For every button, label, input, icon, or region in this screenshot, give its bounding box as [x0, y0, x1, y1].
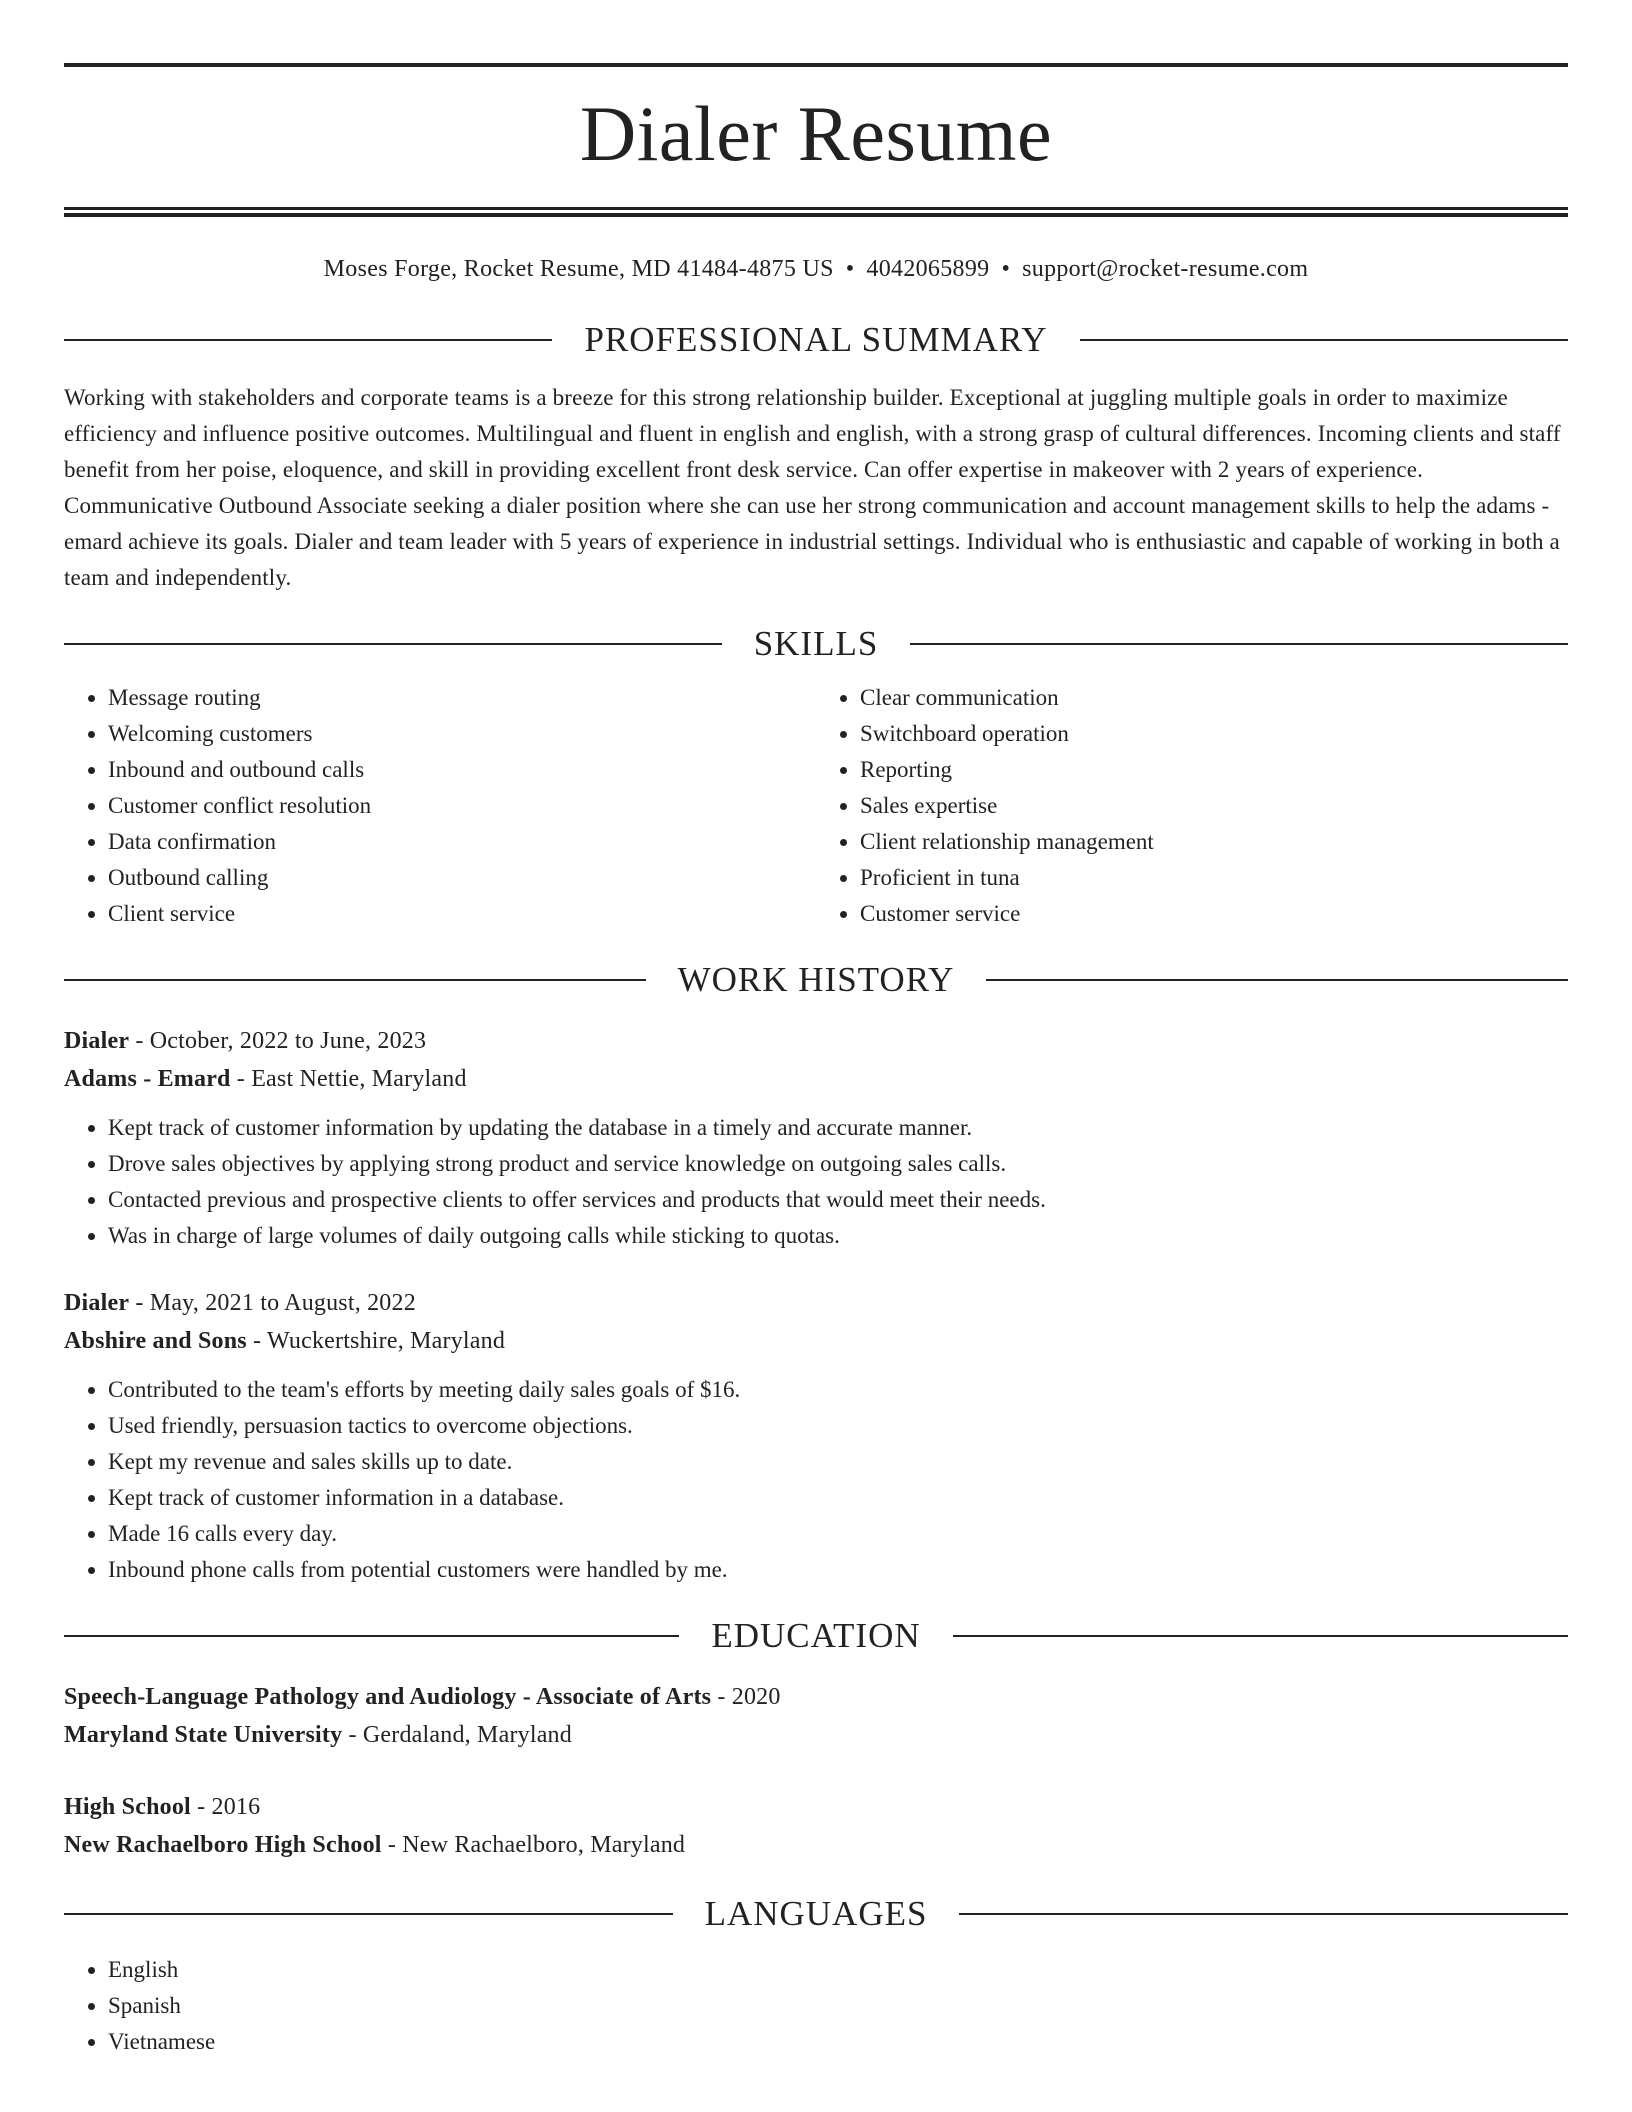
school-line — [64, 1826, 1568, 1864]
skill-item: • Welcoming customers — [108, 716, 816, 752]
job-bullet: • Drove sales objectives by applying strong product and service knowledge on outgoing sales calls. — [108, 1146, 1568, 1182]
skill-item: • Switchboard operation — [860, 716, 1568, 752]
job-bullet: • Kept track of customer information in a database. — [108, 1480, 1568, 1516]
skill-item: • Reporting — [860, 752, 1568, 788]
work-entry — [64, 1022, 1568, 1254]
contact-address: Moses Forge, Rocket Resume, MD 41484-4875 US — [323, 256, 834, 282]
job-bullet: • Contacted previous and prospective clients to offer services and products that would meet their needs. — [108, 1182, 1568, 1218]
job-title: Dialer — [64, 1028, 130, 1054]
degree-year: - 2016 — [190, 1794, 261, 1820]
skill-item: • Client service — [108, 896, 816, 932]
skill-item: • Data confirmation — [108, 824, 816, 860]
job-location: - Wuckertshire, Maryland — [246, 1328, 506, 1354]
job-bullet: • Made 16 calls every day. — [108, 1516, 1568, 1552]
job-title-line — [64, 1284, 1568, 1322]
skill-item: • Message routing — [108, 680, 816, 716]
summary-text: Working with stakeholders and corporate teams is a breeze for this strong relationship builder. Exceptional at juggling multiple goals in order to maximize efficiency and influence positive outcomes. Multilingual and fluent in english and english, with a strong grasp of cultural differences. Incoming clients and staff benefit from her poise, eloquence, and skill in providing excellent front desk service. Can offer expertise in makeover with 2 years of experience. Communicative Outbound Associate seeking a dialer position where she can use her strong communication and account management skills to help the adams - emard achieve its goals. Dialer and team leader with 5 years of experience in industrial settings. Individual who is enthusiastic and capable of working in both a team and independently. — [64, 385, 1561, 590]
skill-item: • Inbound and outbound calls — [108, 752, 816, 788]
top-rule — [64, 63, 1568, 67]
skill-item: • Customer service — [860, 896, 1568, 932]
summary-section-header — [64, 320, 1568, 360]
section-title: SKILLS — [753, 624, 879, 663]
section-title: LANGUAGES — [704, 1894, 928, 1933]
section-rule-right — [959, 1913, 1568, 1915]
language-item: • Vietnamese — [108, 2024, 1568, 2060]
work-entry — [64, 1284, 1568, 1588]
section-rule-right — [953, 1635, 1568, 1637]
job-location: - East Nettie, Maryland — [230, 1066, 467, 1092]
job-dates: - May, 2021 to August, 2022 — [129, 1290, 416, 1316]
contact-email: support@rocket-resume.com — [1022, 256, 1309, 282]
school-line — [64, 1716, 1568, 1754]
skill-item: • Proficient in tuna — [860, 860, 1568, 896]
job-bullet: • Contributed to the team's efforts by meeting daily sales goals of $16. — [108, 1372, 1568, 1408]
job-company-line — [64, 1060, 1568, 1098]
section-rule-left — [64, 1913, 673, 1915]
education-entry — [64, 1678, 1568, 1754]
school-location: - New Rachaelboro, Maryland — [381, 1832, 686, 1858]
languages-section-header — [64, 1894, 1568, 1934]
work-section-header — [64, 960, 1568, 1000]
skill-item: • Sales expertise — [860, 788, 1568, 824]
section-rule-right — [1080, 339, 1568, 341]
school-location: - Gerdaland, Maryland — [342, 1722, 572, 1748]
degree-year: - 2020 — [711, 1684, 781, 1710]
job-company-line — [64, 1322, 1568, 1360]
title-double-rule — [64, 207, 1568, 217]
skills-column-right — [816, 680, 1568, 932]
languages-list — [64, 1952, 1568, 2060]
section-rule-left — [64, 1635, 679, 1637]
job-bullet: • Used friendly, persuasion tactics to overcome objections. — [108, 1408, 1568, 1444]
skills-section-header — [64, 624, 1568, 664]
job-company: Adams - Emard — [64, 1066, 231, 1092]
job-bullets — [64, 1110, 1568, 1254]
degree: Speech-Language Pathology and Audiology - Associate of Arts — [64, 1684, 712, 1710]
skills-column-left — [64, 680, 816, 932]
language-item: • Spanish — [108, 1988, 1568, 2024]
degree: High School — [64, 1794, 191, 1820]
section-title: EDUCATION — [711, 1616, 921, 1655]
job-bullets — [64, 1372, 1568, 1588]
skill-item: • Client relationship management — [860, 824, 1568, 860]
job-title-line — [64, 1022, 1568, 1060]
skill-item: • Customer conflict resolution — [108, 788, 816, 824]
contact-line — [64, 254, 1568, 284]
section-rule-right — [986, 979, 1568, 981]
section-title: WORK HISTORY — [677, 960, 955, 999]
resume-title: Dialer Resume — [579, 90, 1053, 177]
job-bullet: • Inbound phone calls from potential customers were handled by me. — [108, 1552, 1568, 1588]
job-bullet: • Kept my revenue and sales skills up to date. — [108, 1444, 1568, 1480]
contact-separator: • — [845, 256, 855, 282]
skills-list — [64, 680, 1568, 932]
job-dates: - October, 2022 to June, 2023 — [129, 1028, 427, 1054]
section-rule-right — [910, 643, 1568, 645]
degree-line — [64, 1788, 1568, 1826]
section-rule-left — [64, 339, 552, 341]
degree-line — [64, 1678, 1568, 1716]
job-company: Abshire and Sons — [64, 1328, 247, 1354]
job-title: Dialer — [64, 1290, 130, 1316]
section-rule-left — [64, 979, 646, 981]
job-bullet: • Kept track of customer information by updating the database in a timely and accurate manner. — [108, 1110, 1568, 1146]
language-item: • English — [108, 1952, 1568, 1988]
education-entry — [64, 1788, 1568, 1864]
contact-separator: • — [1001, 256, 1011, 282]
school: Maryland State University — [64, 1722, 343, 1748]
education-section-header — [64, 1616, 1568, 1656]
job-bullet: • Was in charge of large volumes of daily outgoing calls while sticking to quotas. — [108, 1218, 1568, 1254]
contact-phone: 4042065899 — [866, 256, 990, 282]
section-title: PROFESSIONAL SUMMARY — [584, 320, 1048, 359]
skill-item: • Outbound calling — [108, 860, 816, 896]
skill-item: • Clear communication — [860, 680, 1568, 716]
section-rule-left — [64, 643, 722, 645]
school: New Rachaelboro High School — [64, 1832, 382, 1858]
